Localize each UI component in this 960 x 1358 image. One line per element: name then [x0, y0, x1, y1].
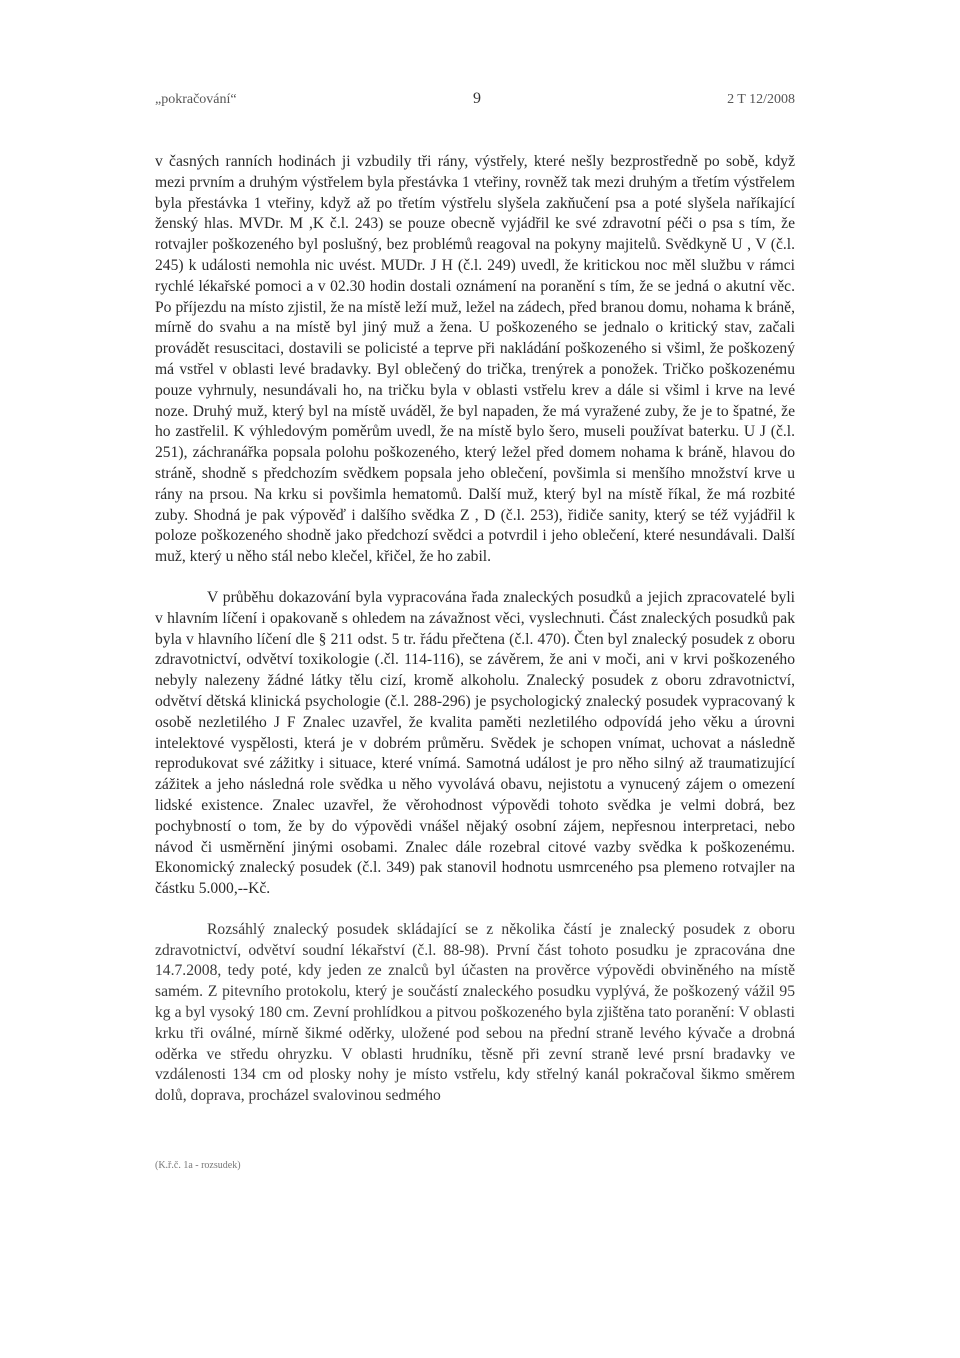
- page-header: [155, 92, 795, 112]
- paragraph-expert-reports: V průběhu dokazování byla vypracována řada znaleckých posudků a jejich zpracovatelé byli v hlavním líčení i opakovaně s ohledem na závažnost věci, vyslechnuti. Část znaleckých posudků pak byla v hlavního líčení dle § 211 odst. 5 tr. řádu přečtena (č.l. 470). Čten byl znalecký posudek z oboru zdravotnictví, odvětví toxikologie (.čl. 114-116), se závěrem, že ani v moči, ani v krvi poškozeného nebyly nalezeny žádné látky tělu cizí, kromě alkoholu. Znalecký posudek z oboru zdravotnictví, odvětví dětská klinická psychologie (č.l. 288-296) je psychologický znalecký posudek vypracovaný k osobě nezletilého J F Znalec uzavřel, že kvalita paměti nezletilého odpovídá jeho věku a úrovni intelektové vyspělosti, která je v dobrém průměru. Svědek je schopen vnímat, uchovat a následně reprodukovat své zážitky i situace, které vnímá. Samotná událost je pro něho silný až traumatizující zážitek a jeho následná role svědka u něho vyvolává obavu, nejistotu a vynucený zájem o omezení lidské existence. Znalec uzavřel, že věrohodnost výpovědi tohoto svědka je velmi dobrá, bez pochybností o tom, že by do výpovědi vnášel nějaký osobní zájem, nepřesnou interpretaci, nebo návod či usměrnění jinými osobami. Znalec dále rozebral citové vazby svědka k poškozenému. Ekonomický znalecký posudek (č.l. 349) pak stanovil hodnotu usmrceného psa plemeno rotvajler na částku 5.000,--Kč.: [155, 588, 795, 898]
- paragraph-forensic-report: Rozsáhlý znalecký posudek skládající se z několika částí je znalecký posudek z oboru zdravotnictví, odvětví soudní lékařství (č.l. 88-98). První část tohoto posudku je zpracována dne 14.7.2008, tedy poté, kdy jeden ze znalců byl účasten na prověrce výpovědi obviněného na místě samém. Z pitevního protokolu, který je součástí znaleckého posudku vyplývá, že poškozený vážil 95 kg a byl vysoký 180 cm. Zevní prohlídkou a pitvou poškozeného byla zjištěna tato poranění: V oblasti krku tři oválné, mírně šikmé oděrky, uložené pod sebou na přední straně levého kývače a drobná oděrka ve středu ohryzku. V oblasti hrudníku, těsně při zevní straně levé prsní bradavky ve vzdálenosti 134 cm od plosky nohy je místo vstřelu, kdy střelný kanál pokračoval šikmo směrem dolů, doprava, procházel svalovinou sedmého: [155, 920, 795, 1105]
- case-number: 2 T 12/2008: [727, 92, 795, 107]
- document-body: [155, 152, 795, 1107]
- page-number: 9: [473, 90, 481, 107]
- continuation-label: „pokračování“: [155, 92, 237, 107]
- form-footer: (K.ř.č. 1a - rozsudek): [155, 1160, 241, 1171]
- paragraph-witness-testimony: v časných ranních hodinách ji vzbudily tři rány, výstřely, které nešly bezprostředně po sobě, když mezi prvním a druhým výstřelem byla přestávka 1 vteřiny, rovněž tak mezi druhým a třetím výstřelem byla přestávka 1 vteřiny, když až po třetím výstřelu slyšela zakňučení psa a poté slyšela naříkající ženský hlas. MVDr. M ,K č.l. 243) se pouze obecně vyjádřil ke své zdravotní péči o psa s tím, že rotvajler poškozeného byl poslušný, bez problémů reagoval na pokyny majitelů. Svědkyně U , V (č.l. 245) k události nemohla nic uvést. MUDr. J H (č.l. 249) uvedl, že kritickou noc měl službu v rámci rychlé lékařské pomoci a v 02.30 hodin dostali oznámení na poranění s tím, že se jedná o akutní věc. Po příjezdu na místo zjistil, že na místě leží muž, ležel na zádech, před branou domu, nohama k bráně, mírně do svahu a na místě byl jiný muž a žena. U poškozeného se jednalo o kritický stav, začali provádět resuscitaci, dostavili se policisté a teprve při nakládání poškozeného si všiml, že poškozený má vstřel v oblasti levé bradavky. Byl oblečený do trička, trenýrek a ponožek. Tričko poškozenému pouze vyhrnuly, nesundávali ho, na tričku byla v oblasti vstřelu krev a dále si všiml i krve na levé noze. Druhý muž, který byl na místě uváděl, že byl napaden, že má vyražené zuby, že je to špatné, že ho zastřelil. K výhledovým poměrům uvedl, že na místě bylo šero, museli používat baterku. U J (č.l. 251), záchranářka popsala polohu poškozeného, který ležel před domem nohama k bráně, hlavou do stráně, shodně s předchozím svědkem popsala jeho oblečení, povšimla si menšího množství krve u rány na prsou. Na krku si povšimla hematomů. Další muž, který byl na místě říkal, že má rozbité zuby. Shodná je pak výpověď i dalšího svědka Z , D (č.l. 253), řidiče sanity, který se též vyjádřil k poloze poškozeného shodně jako předchozí svědci a potvrdil i jeho oblečení, které nesundávali. Další muž, který u něho stál nebo klečel, křičel, že ho zabil.: [155, 153, 795, 566]
